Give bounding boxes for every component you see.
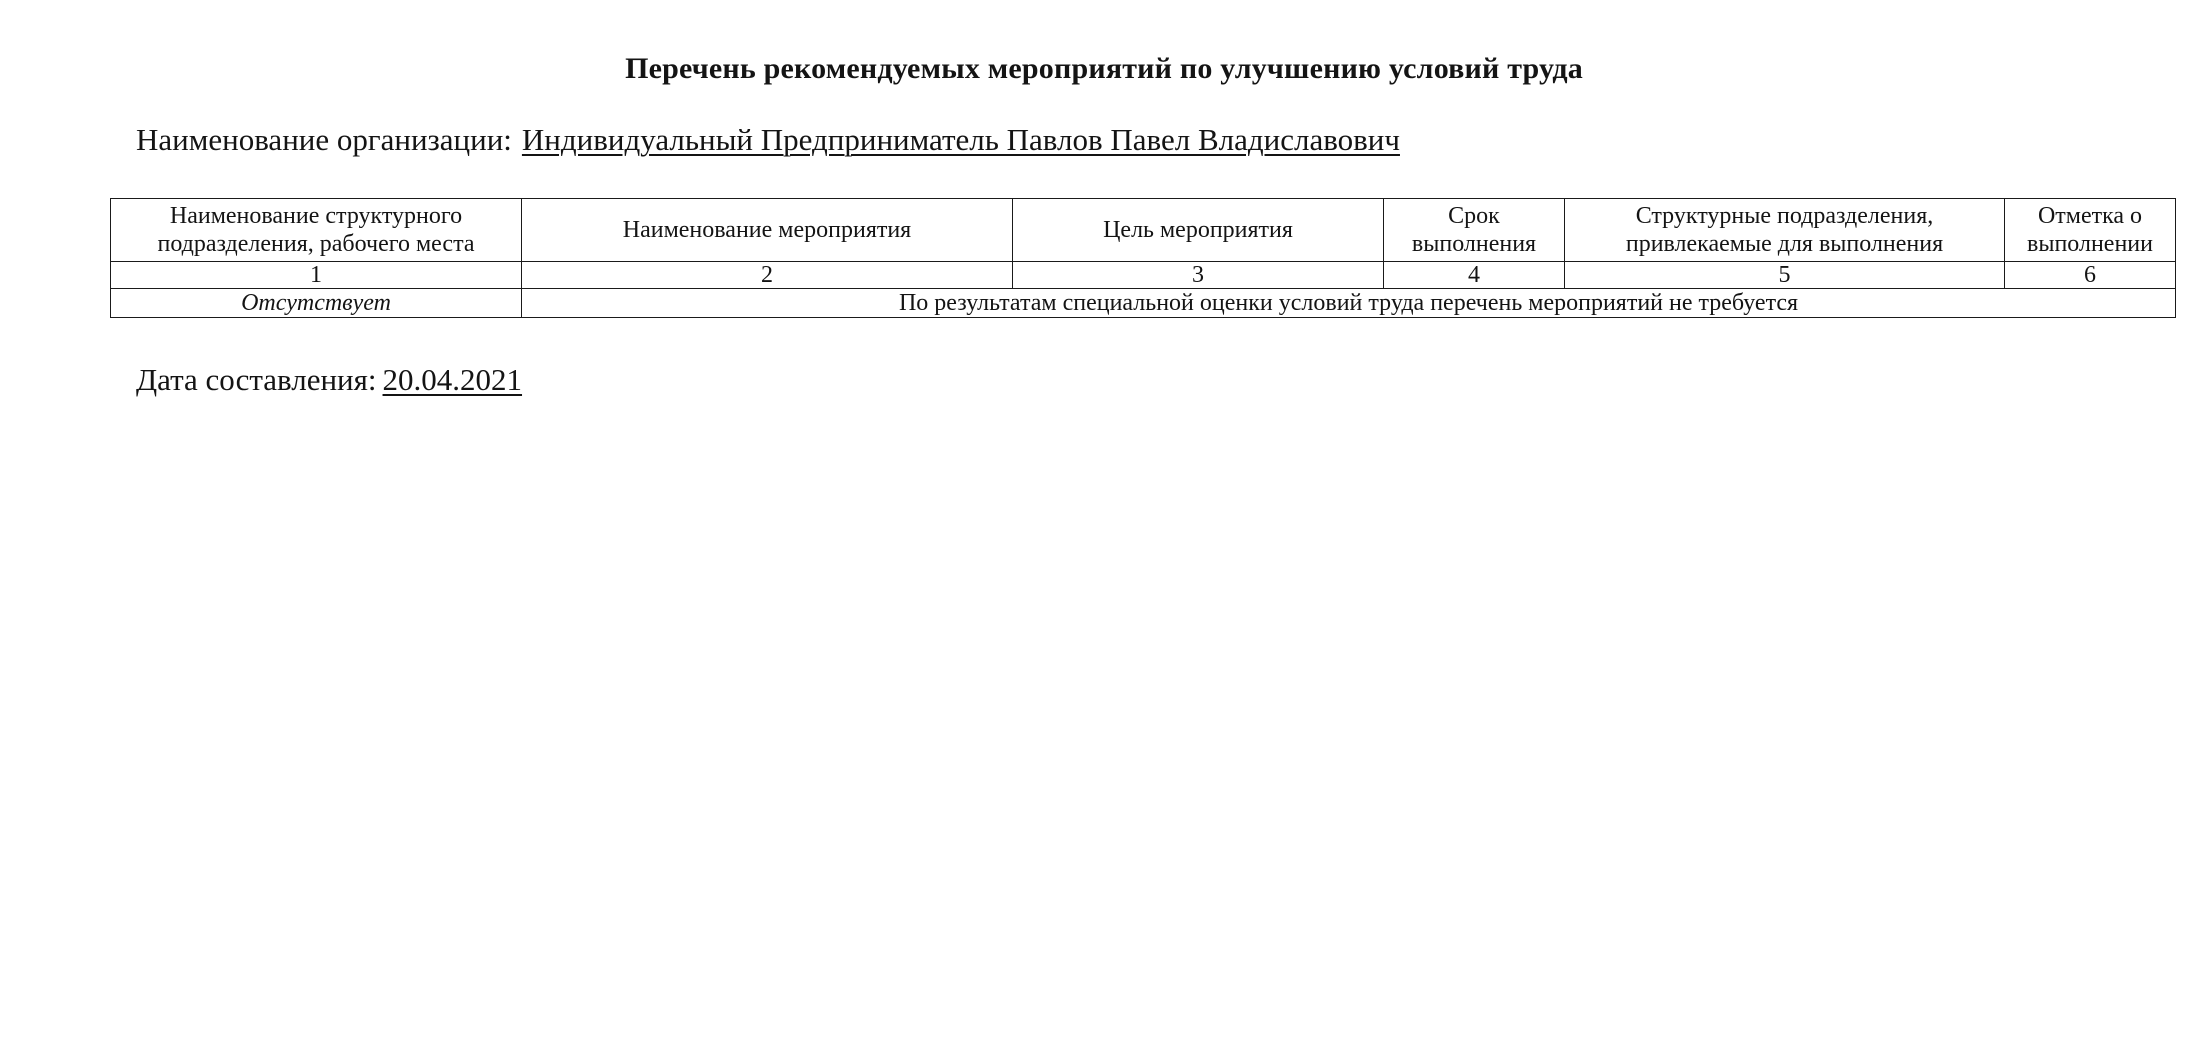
header-measure-name: Наименование мероприятия — [522, 199, 1013, 262]
column-number: 5 — [1565, 262, 2005, 289]
column-number: 6 — [2005, 262, 2176, 289]
table-row — [111, 289, 2176, 318]
organization-value: Индивидуальный Предприниматель Павлов Павел Владиславович — [521, 122, 1400, 157]
header-completion-mark: Отметка о выполнении — [2005, 199, 2176, 262]
header-measure-goal: Цель мероприятия — [1013, 199, 1384, 262]
workplace-cell: Отсутствует — [111, 289, 522, 318]
note-cell: По результатам специальной оценки условий труда перечень мероприятий не требуется — [522, 289, 2176, 318]
column-number: 2 — [522, 262, 1013, 289]
date-line — [136, 362, 526, 398]
page-title: Перечень рекомендуемых мероприятий по улучшению условий труда — [625, 52, 1583, 85]
table-number-row — [111, 262, 2176, 289]
header-departments: Структурные подразделения, привлекаемые для выполнения — [1565, 199, 2005, 262]
date-value: 20.04.2021 — [382, 362, 523, 397]
date-label: Дата составления: — [136, 362, 377, 397]
column-number: 3 — [1013, 262, 1384, 289]
header-deadline: Срок выполнения — [1384, 199, 1565, 262]
organization-label: Наименование организации: — [136, 122, 512, 157]
table-header-row — [111, 199, 2176, 262]
column-number: 4 — [1384, 262, 1565, 289]
column-number: 1 — [111, 262, 522, 289]
measures-table — [110, 198, 2176, 318]
organization-line — [136, 122, 1404, 158]
header-workplace: Наименование структурного подразделения, рабочего места — [111, 199, 522, 262]
